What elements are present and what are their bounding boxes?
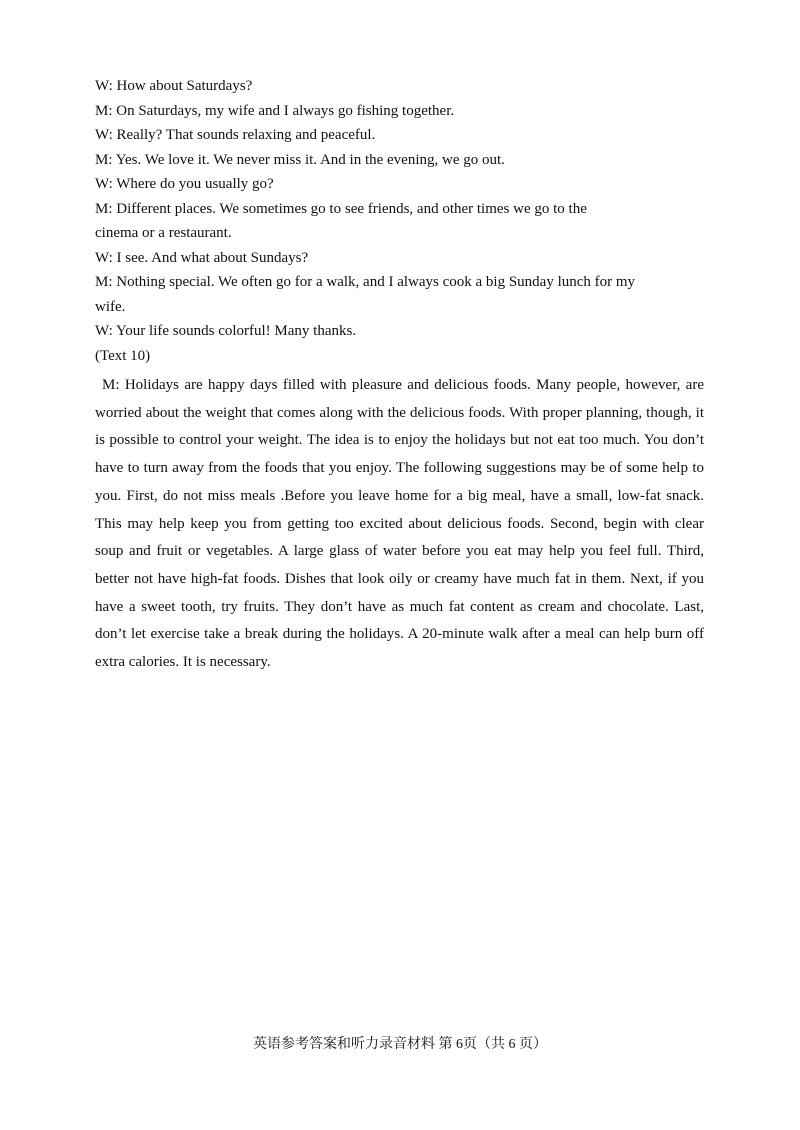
dialogue-line: M: Different places. We sometimes go to see friends, and other times we go to the (95, 200, 587, 217)
page-footer: 英语参考答案和听力录音材料 第 6页（共 6 页） (253, 1037, 547, 1052)
monologue-paragraph: M: Holidays are happy days filled with pleasure and delicious foods. Many people, however, are worried about the weight that comes along with the delicious foods. With proper planning, though, it is possible to control your weight. The idea is to enjoy the holidays but not eat too much. You don’t have to turn away from the foods that you enjoy. The following suggestions may be of some help to you. First, do not miss meals .Before you leave home for a big meal, have a small, low-fat snack. This may help keep you from getting too excited about delicious foods. Second, begin with clear soup and fruit or vegetables. A large glass of water before you eat may help you feel full. Third, better not have high-fat foods. Dishes that look oily or creamy have much fat in them. Next, if you have a sweet tooth, try fruits. They don’t have as much fat content as cream and chocolate. Last, don’t let exercise take a break during the holidays. A 20-minute walk after a meal can help burn off extra calories. It is necessary. (95, 377, 704, 671)
dialogue-line: W: Where do you usually go? (95, 176, 274, 192)
dialogue-line: W: How about Saturdays? (95, 78, 253, 94)
dialogue-line: M: Yes. We love it. We never miss it. And in the evening, we go out. (95, 151, 505, 168)
dialogue-line: W: Your life sounds colorful! Many thanks. (95, 323, 357, 339)
dialogue-section (95, 74, 715, 368)
dialogue-line: M: Nothing special. We often go for a walk, and I always cook a big Sunday lunch for my (95, 274, 636, 290)
dialogue-line: wife. (95, 298, 126, 315)
dialogue-line: W: I see. And what about Sundays? (95, 249, 309, 266)
dialogue-line: M: On Saturdays, my wife and I always go fishing together. (95, 102, 455, 119)
dialogue-line: cinema or a restaurant. (95, 225, 232, 241)
section-label: (Text 10) (95, 347, 151, 364)
dialogue-line: W: Really? That sounds relaxing and peaceful. (95, 127, 376, 143)
